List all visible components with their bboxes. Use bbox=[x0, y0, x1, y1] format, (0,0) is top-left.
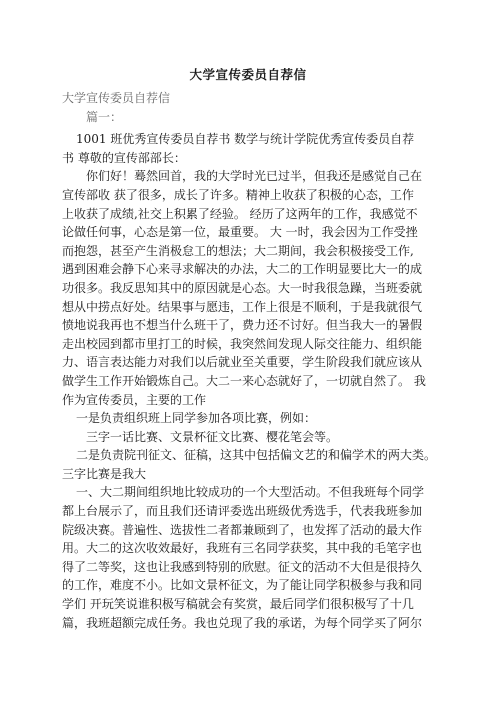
text-line: 篇，我班超额完成任务。我也兑现了我的承诺，为每个同学买了阿尔 bbox=[62, 615, 423, 630]
text-line: 三字一话比赛、文景杯征文比赛、樱花笔会等。 bbox=[86, 429, 339, 444]
document-body bbox=[62, 89, 437, 632]
text-line: 作为宣传委员，主要的工作 bbox=[62, 392, 207, 407]
text-line: 宣传部收 获了很多，成长了许多。精神上收获了积极的心态，工作 bbox=[62, 187, 414, 202]
text-line: 一、大二期间组织地比较成功的一个大型活动。不但我班每个同学 bbox=[76, 485, 425, 500]
text-line: 大学宣传委员自荐信 bbox=[62, 91, 171, 105]
text-line: 1001 班优秀宣传委员自荐书 数学与统计学院优秀宣传委员自荐 bbox=[76, 132, 415, 147]
text-line: 篇一： bbox=[86, 109, 123, 124]
text-line: 而抱怨，甚至产生消极怠工的想法；大二期间，我会积极接受工作, bbox=[62, 243, 414, 258]
text-line: 论做任何事，心态是第一位，最重要。 大 一时，我会因为工作受挫 bbox=[62, 225, 418, 240]
text-line: 三字比赛是我大 bbox=[62, 466, 147, 481]
text-line: 想从中捞点好处。结果事与愿违，工作上很是不顺利，于是我就很气 bbox=[62, 299, 423, 314]
text-line: 遇到困难会静下心来寻求解决的办法，大二的工作明显要比大一的成 bbox=[62, 262, 423, 277]
text-line: 的工作，难度不小。比如文景杯征文，为了能让同学积极参与我和同 bbox=[62, 578, 423, 593]
document-title: 大学宣传委员自荐信 bbox=[189, 67, 307, 82]
text-line: 书 尊敬的宣传部部长： bbox=[62, 150, 186, 165]
text-line: 你们好！蓦然回首，我的大学时光已过半，但我还是感觉自己在 bbox=[86, 169, 423, 184]
text-line: 用。大二的这次收效最好，我班有三名同学获奖，其中我的毛笔字也 bbox=[62, 541, 423, 556]
text-line: 得了二等奖，这也让我感到特别的欣慰。征文的活动不大但是很持久 bbox=[62, 559, 423, 574]
text-line: 力、语言表达能力对我们以后就业至关重要，学生阶段我们就应该从 bbox=[62, 355, 423, 370]
text-line: 学们 开玩笑说谁积极写稿就会有奖赏，最后同学们很积极写了十几 bbox=[62, 597, 414, 612]
text-line: 上收获了成绩,社交上积累了经验。 经历了这两年的工作，我感觉不 bbox=[62, 206, 418, 221]
text-line: 愤地说我再也不想当什么班干了，费力还不讨好。但当我大一的暑假 bbox=[62, 318, 423, 333]
text-line: 二是负责院刊征文、征稿，这其中包括偏文艺的和偏学术的两大类。 bbox=[76, 448, 437, 463]
text-line: 一是负责组织班上同学参加各项比赛，例如： bbox=[76, 411, 317, 426]
text-line: 功很多。我反思知其中的原因就是心态。大一时我很急躁，当班委就 bbox=[62, 280, 423, 295]
text-line: 做学生工作开始锻炼自己。大二一来心态就好了，一切就自然了。 我 bbox=[62, 373, 426, 388]
text-line: 走出校园到都市里打工的时候，我突然间发现人际交往能力、组织能 bbox=[62, 336, 423, 351]
text-line: 院级决赛。普遍性、选拔性二者都兼顾到了，也发挥了活动的最大作 bbox=[62, 522, 423, 537]
text-line: 都上台展示了，而且我们还请评委选出班级优秀选手，代表我班参加 bbox=[62, 504, 423, 519]
